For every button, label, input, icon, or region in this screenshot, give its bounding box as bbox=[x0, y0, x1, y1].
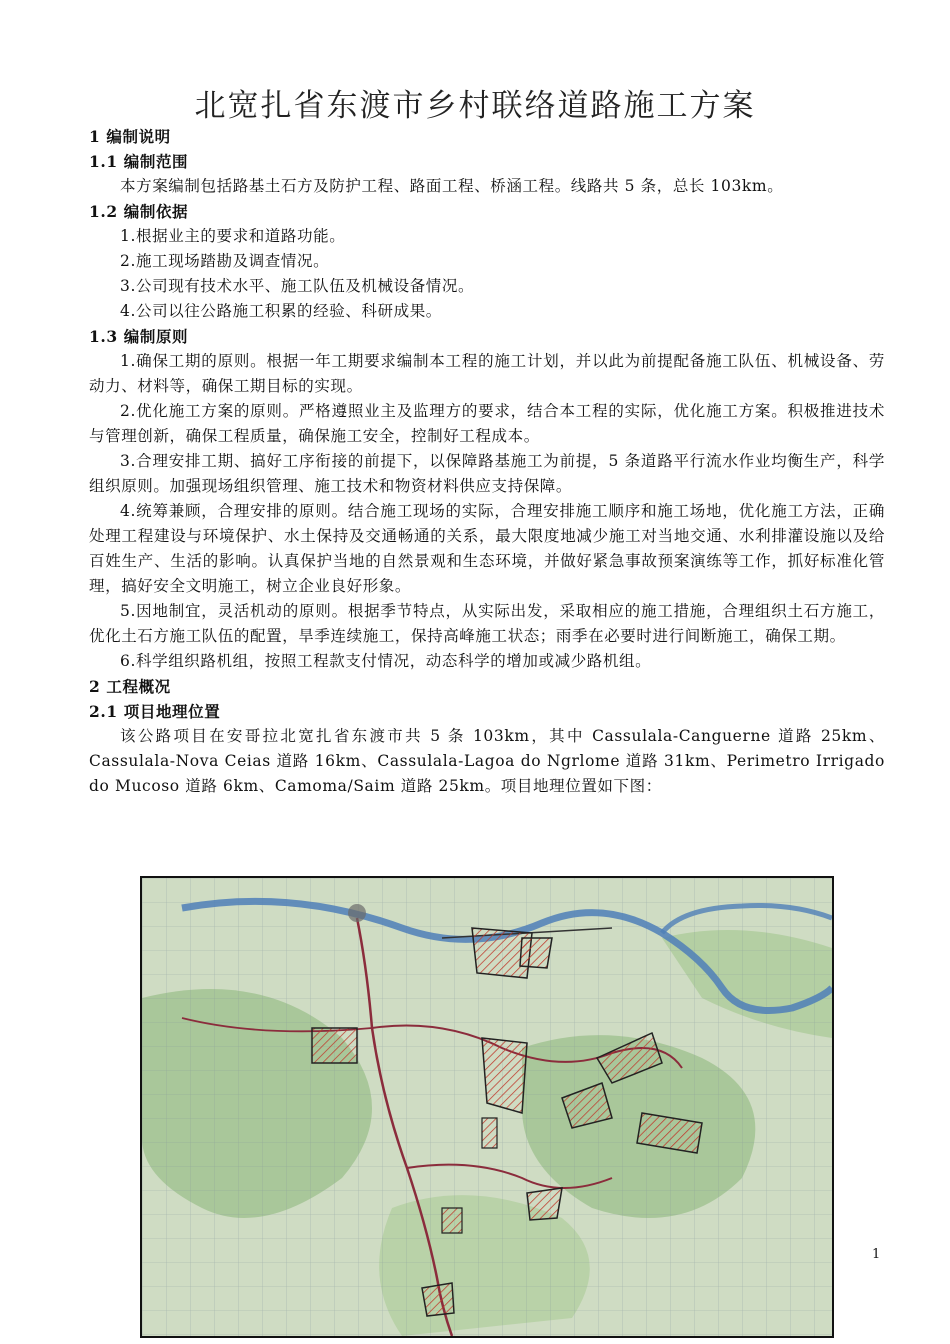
basis-item-3: 3.公司现有技术水平、施工队伍及机械设备情况。 bbox=[120, 277, 475, 295]
principle-item-3: 3.合理安排工期、搞好工序衔接的前提下，以保障路基施工为前提，5 条道路平行流水作业均衡生产，科学组织原则。加强现场组织管理、施工技术和物资材料供应支持保障。 bbox=[89, 452, 885, 495]
project-area bbox=[527, 1188, 562, 1220]
page-number: 1 bbox=[872, 1247, 881, 1262]
document-title: 北宽扎省东渡市乡村联络道路施工方案 bbox=[194, 88, 756, 124]
principle-item-1: 1.确保工期的原则。根据一年工期要求编制本工程的施工计划，并以此为前提配备施工队伍、机械设备、劳动力、材料等，确保工期目标的实现。 bbox=[89, 352, 885, 395]
map-figure bbox=[142, 878, 832, 1336]
project-area bbox=[482, 1118, 497, 1148]
section-2-heading: 2 工程概况 bbox=[89, 677, 171, 696]
section-1-1-paragraph: 本方案编制包括路基土石方及防护工程、路面工程、桥涵工程。线路共 5 条，总长 103km。 bbox=[120, 177, 784, 195]
project-area bbox=[442, 1208, 462, 1233]
principle-item-5: 5.因地制宜，灵活机动的原则。根据季节特点，从实际出发，采取相应的施工措施，合理组织土石方施工，优化土石方施工队伍的配置，旱季连续施工，保持高峰施工状态；雨季在必要时进行间断施工，确保工期。 bbox=[89, 602, 885, 645]
section-1-3-heading: 1.3 编制原则 bbox=[89, 327, 189, 346]
town-marker bbox=[348, 904, 366, 922]
principle-item-2: 2.优化施工方案的原则。严格遵照业主及监理方的要求，结合本工程的实际，优化施工方案。积极推进技术与管理创新，确保工程质量，确保施工安全，控制好工程成本。 bbox=[89, 402, 885, 445]
section-1-1-heading: 1.1 编制范围 bbox=[89, 152, 189, 171]
section-1-heading: 1 编制说明 bbox=[89, 127, 171, 146]
project-location-map bbox=[140, 876, 834, 1338]
section-2-1-paragraph: 该公路项目在安哥拉北宽扎省东渡市共 5 条 103km，其中 Cassulala-Canguerne 道路 25km、Cassulala-Nova Ceias 道路 16km、Cassulala-Lagoa do Ngrlome 道路 31km、Perimetro Irrigado do Mucoso 道路 6km、Camoma/Saim 道路 25km。项目地理位置如下图： bbox=[89, 727, 885, 795]
project-area bbox=[520, 938, 552, 968]
basis-item-4: 4.公司以往公路施工积累的经验、科研成果。 bbox=[120, 302, 442, 320]
project-area bbox=[482, 1038, 527, 1113]
principle-item-6: 6.科学组织路机组，按照工程款支付情况，动态科学的增加或减少路机组。 bbox=[120, 652, 652, 670]
project-area bbox=[422, 1283, 454, 1316]
project-area bbox=[312, 1028, 357, 1063]
document-body bbox=[89, 124, 885, 799]
principle-item-4: 4.统筹兼顾，合理安排的原则。结合施工现场的实际，合理安排施工顺序和施工场地，优化施工方法，正确处理工程建设与环境保护、水土保持及交通畅通的关系，最大限度地减少施工对当地交通、水利排灌设施以及给百姓生产、生活的影响。认真保护当地的自然景观和生态环境，并做好紧急事故预案演练等工作，抓好标准化管理，搞好安全文明施工，树立企业良好形象。 bbox=[89, 502, 885, 595]
basis-item-2: 2.施工现场踏勘及调查情况。 bbox=[120, 252, 330, 270]
basis-item-1: 1.根据业主的要求和道路功能。 bbox=[120, 227, 346, 245]
section-2-1-heading: 2.1 项目地理位置 bbox=[89, 702, 221, 721]
section-1-2-heading: 1.2 编制依据 bbox=[89, 202, 189, 221]
